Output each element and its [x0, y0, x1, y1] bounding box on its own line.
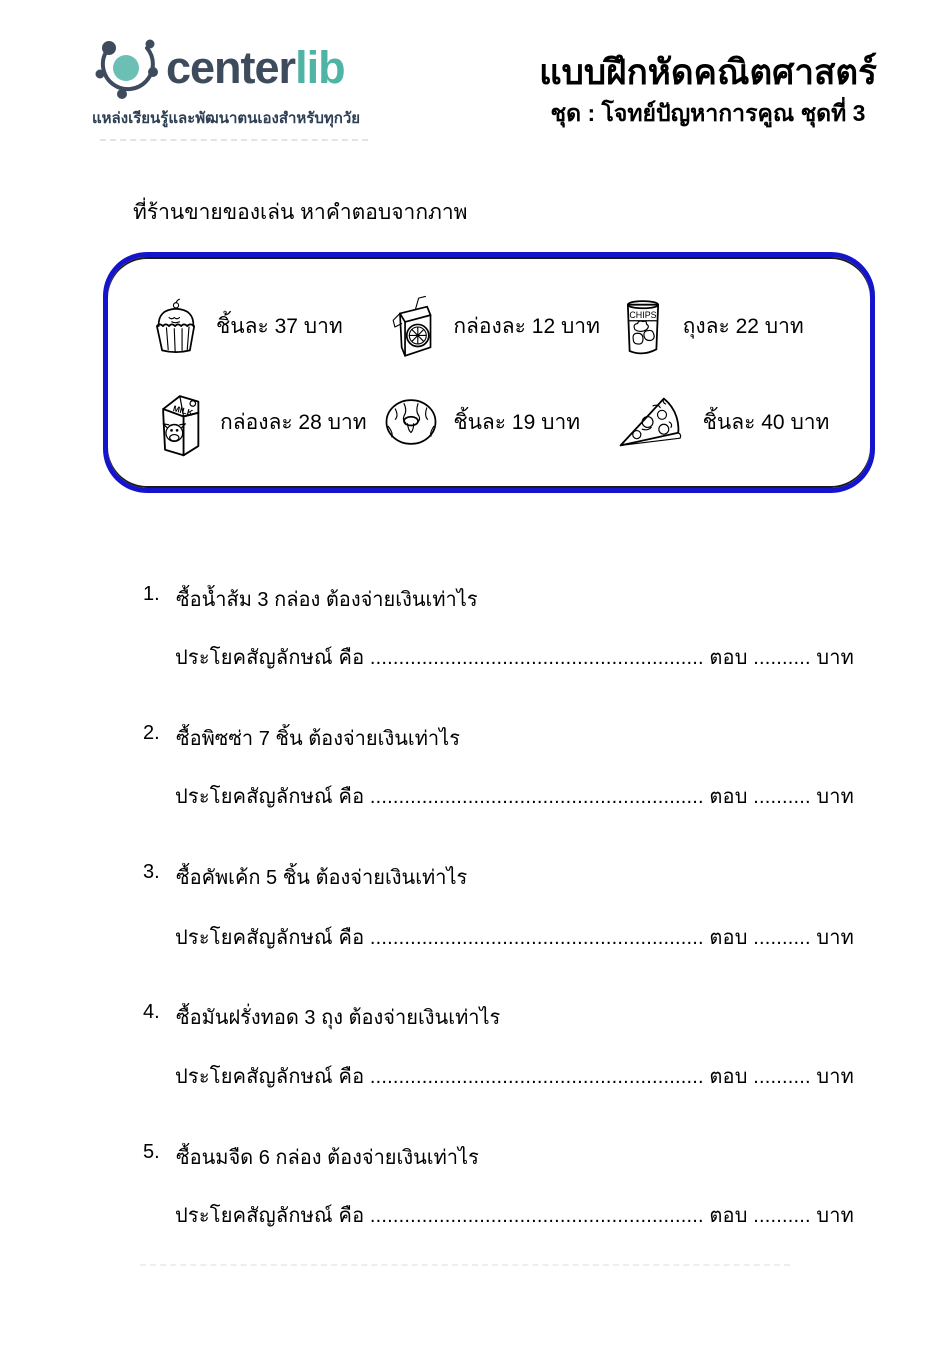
instruction-text: ที่ร้านขายของเล่น หาคำตอบจากภาพ [133, 201, 468, 224]
answer-unit: บาท [816, 1205, 855, 1227]
price-label: กล่องละ 12 บาท [453, 315, 600, 339]
answer-blank-short[interactable]: .......... [753, 1066, 811, 1088]
answer-unit: บาท [816, 786, 855, 808]
answer-line-5[interactable] [175, 1199, 854, 1231]
question-text: ซื้อมันฝรั่งทอด 3 ถุง ต้องจ่ายเงินเท่าไร [176, 1007, 501, 1029]
price-item-chips-bag [617, 294, 850, 360]
answer-blank-short[interactable]: .......... [753, 786, 811, 808]
price-item-juice-box [383, 294, 616, 360]
answer-label: ตอบ [709, 1066, 748, 1088]
question-number: 1. [143, 583, 160, 605]
answer-line-3[interactable] [175, 921, 854, 953]
brand-part-center: center [166, 41, 296, 93]
question-number: 4. [143, 1001, 160, 1023]
clipped-text-remnant-top [100, 139, 368, 141]
clipped-text-remnant-bottom [140, 1264, 790, 1266]
brand-wordmark [166, 41, 345, 93]
price-label: ชิ้นละ 40 บาท [702, 410, 830, 434]
answer-blank-long[interactable]: .......................................................... [369, 1205, 704, 1227]
question-text: ซื้อน้ำส้ม 3 กล่อง ต้องจ่ายเงินเท่าไร [176, 589, 478, 611]
answer-blank-long[interactable]: .......................................................... [369, 786, 704, 808]
answer-prefix: ประโยคสัญลักษณ์ คือ [175, 1066, 365, 1088]
chips-package-text: CHIPS [629, 309, 657, 320]
worksheet-header [478, 52, 938, 132]
answer-line-2[interactable] [175, 780, 854, 812]
answer-label: ตอบ [709, 647, 748, 669]
brand-part-lib: lib [295, 41, 345, 93]
milk-package-text: MILK [171, 403, 195, 419]
question-number: 2. [143, 722, 160, 744]
question-4 [143, 1001, 843, 1033]
answer-prefix: ประโยคสัญลักษณ์ คือ [175, 647, 365, 669]
price-label: ชิ้นละ 19 บาท [453, 410, 581, 434]
answer-unit: บาท [816, 927, 855, 949]
answer-prefix: ประโยคสัญลักษณ์ คือ [175, 927, 365, 949]
answer-unit: บาท [816, 1066, 855, 1088]
centerlib-logo-icon [92, 34, 162, 100]
question-number: 5. [143, 1141, 160, 1163]
question-text: ซื้อคัพเค้ก 5 ชิ้น ต้องจ่ายเงินเท่าไร [176, 867, 468, 889]
question-1 [143, 583, 843, 615]
answer-unit: บาท [816, 647, 855, 669]
worksheet-subtitle: ชุด : โจทย์ปัญหาการคูณ ชุดที่ 3 [550, 100, 866, 126]
answer-label: ตอบ [709, 1205, 748, 1227]
question-5 [143, 1141, 843, 1173]
answer-label: ตอบ [709, 927, 748, 949]
question-text: ซื้อพิซซ่า 7 ชิ้น ต้องจ่ายเงินเท่าไร [176, 728, 460, 750]
milk-carton-icon [150, 385, 206, 459]
answer-blank-long[interactable]: .......................................................... [369, 927, 704, 949]
question-2 [143, 722, 843, 754]
answer-label: ตอบ [709, 786, 748, 808]
price-label: ถุงละ 22 บาท [682, 315, 804, 339]
question-3 [143, 861, 843, 893]
cupcake-icon [150, 298, 202, 356]
answer-blank-long[interactable]: .......................................................... [369, 647, 704, 669]
price-item-milk-carton [150, 385, 383, 459]
price-item-pizza-slice [617, 393, 850, 451]
answer-prefix: ประโยคสัญลักษณ์ คือ [175, 786, 365, 808]
chips-bag-icon [617, 294, 669, 360]
donut-icon [383, 396, 439, 448]
price-label: ชิ้นละ 37 บาท [216, 315, 343, 339]
pizza-slice-icon [617, 393, 689, 451]
answer-blank-short[interactable]: .......... [753, 647, 811, 669]
answer-blank-short[interactable]: .......... [753, 927, 811, 949]
price-item-donut [383, 396, 616, 448]
answer-blank-short[interactable]: .......... [753, 1205, 811, 1227]
logo-tagline: แหล่งเรียนรู้และพัฒนาตนเองสำหรับทุกวัย [92, 110, 361, 127]
price-label: กล่องละ 28 บาท [220, 410, 367, 434]
answer-line-4[interactable] [175, 1060, 854, 1092]
answer-blank-long[interactable]: .......................................................... [369, 1066, 704, 1088]
price-reference-box [103, 252, 875, 493]
answer-line-1[interactable] [175, 641, 854, 673]
price-item-cupcake [150, 298, 383, 356]
question-text: ซื้อนมจืด 6 กล่อง ต้องจ่ายเงินเท่าไร [176, 1147, 479, 1169]
juice-box-icon [383, 294, 439, 360]
centerlib-logo [92, 34, 360, 130]
answer-prefix: ประโยคสัญลักษณ์ คือ [175, 1205, 365, 1227]
question-number: 3. [143, 861, 160, 883]
worksheet-title: แบบฝึกหัดคณิตศาสตร์ [539, 53, 877, 92]
